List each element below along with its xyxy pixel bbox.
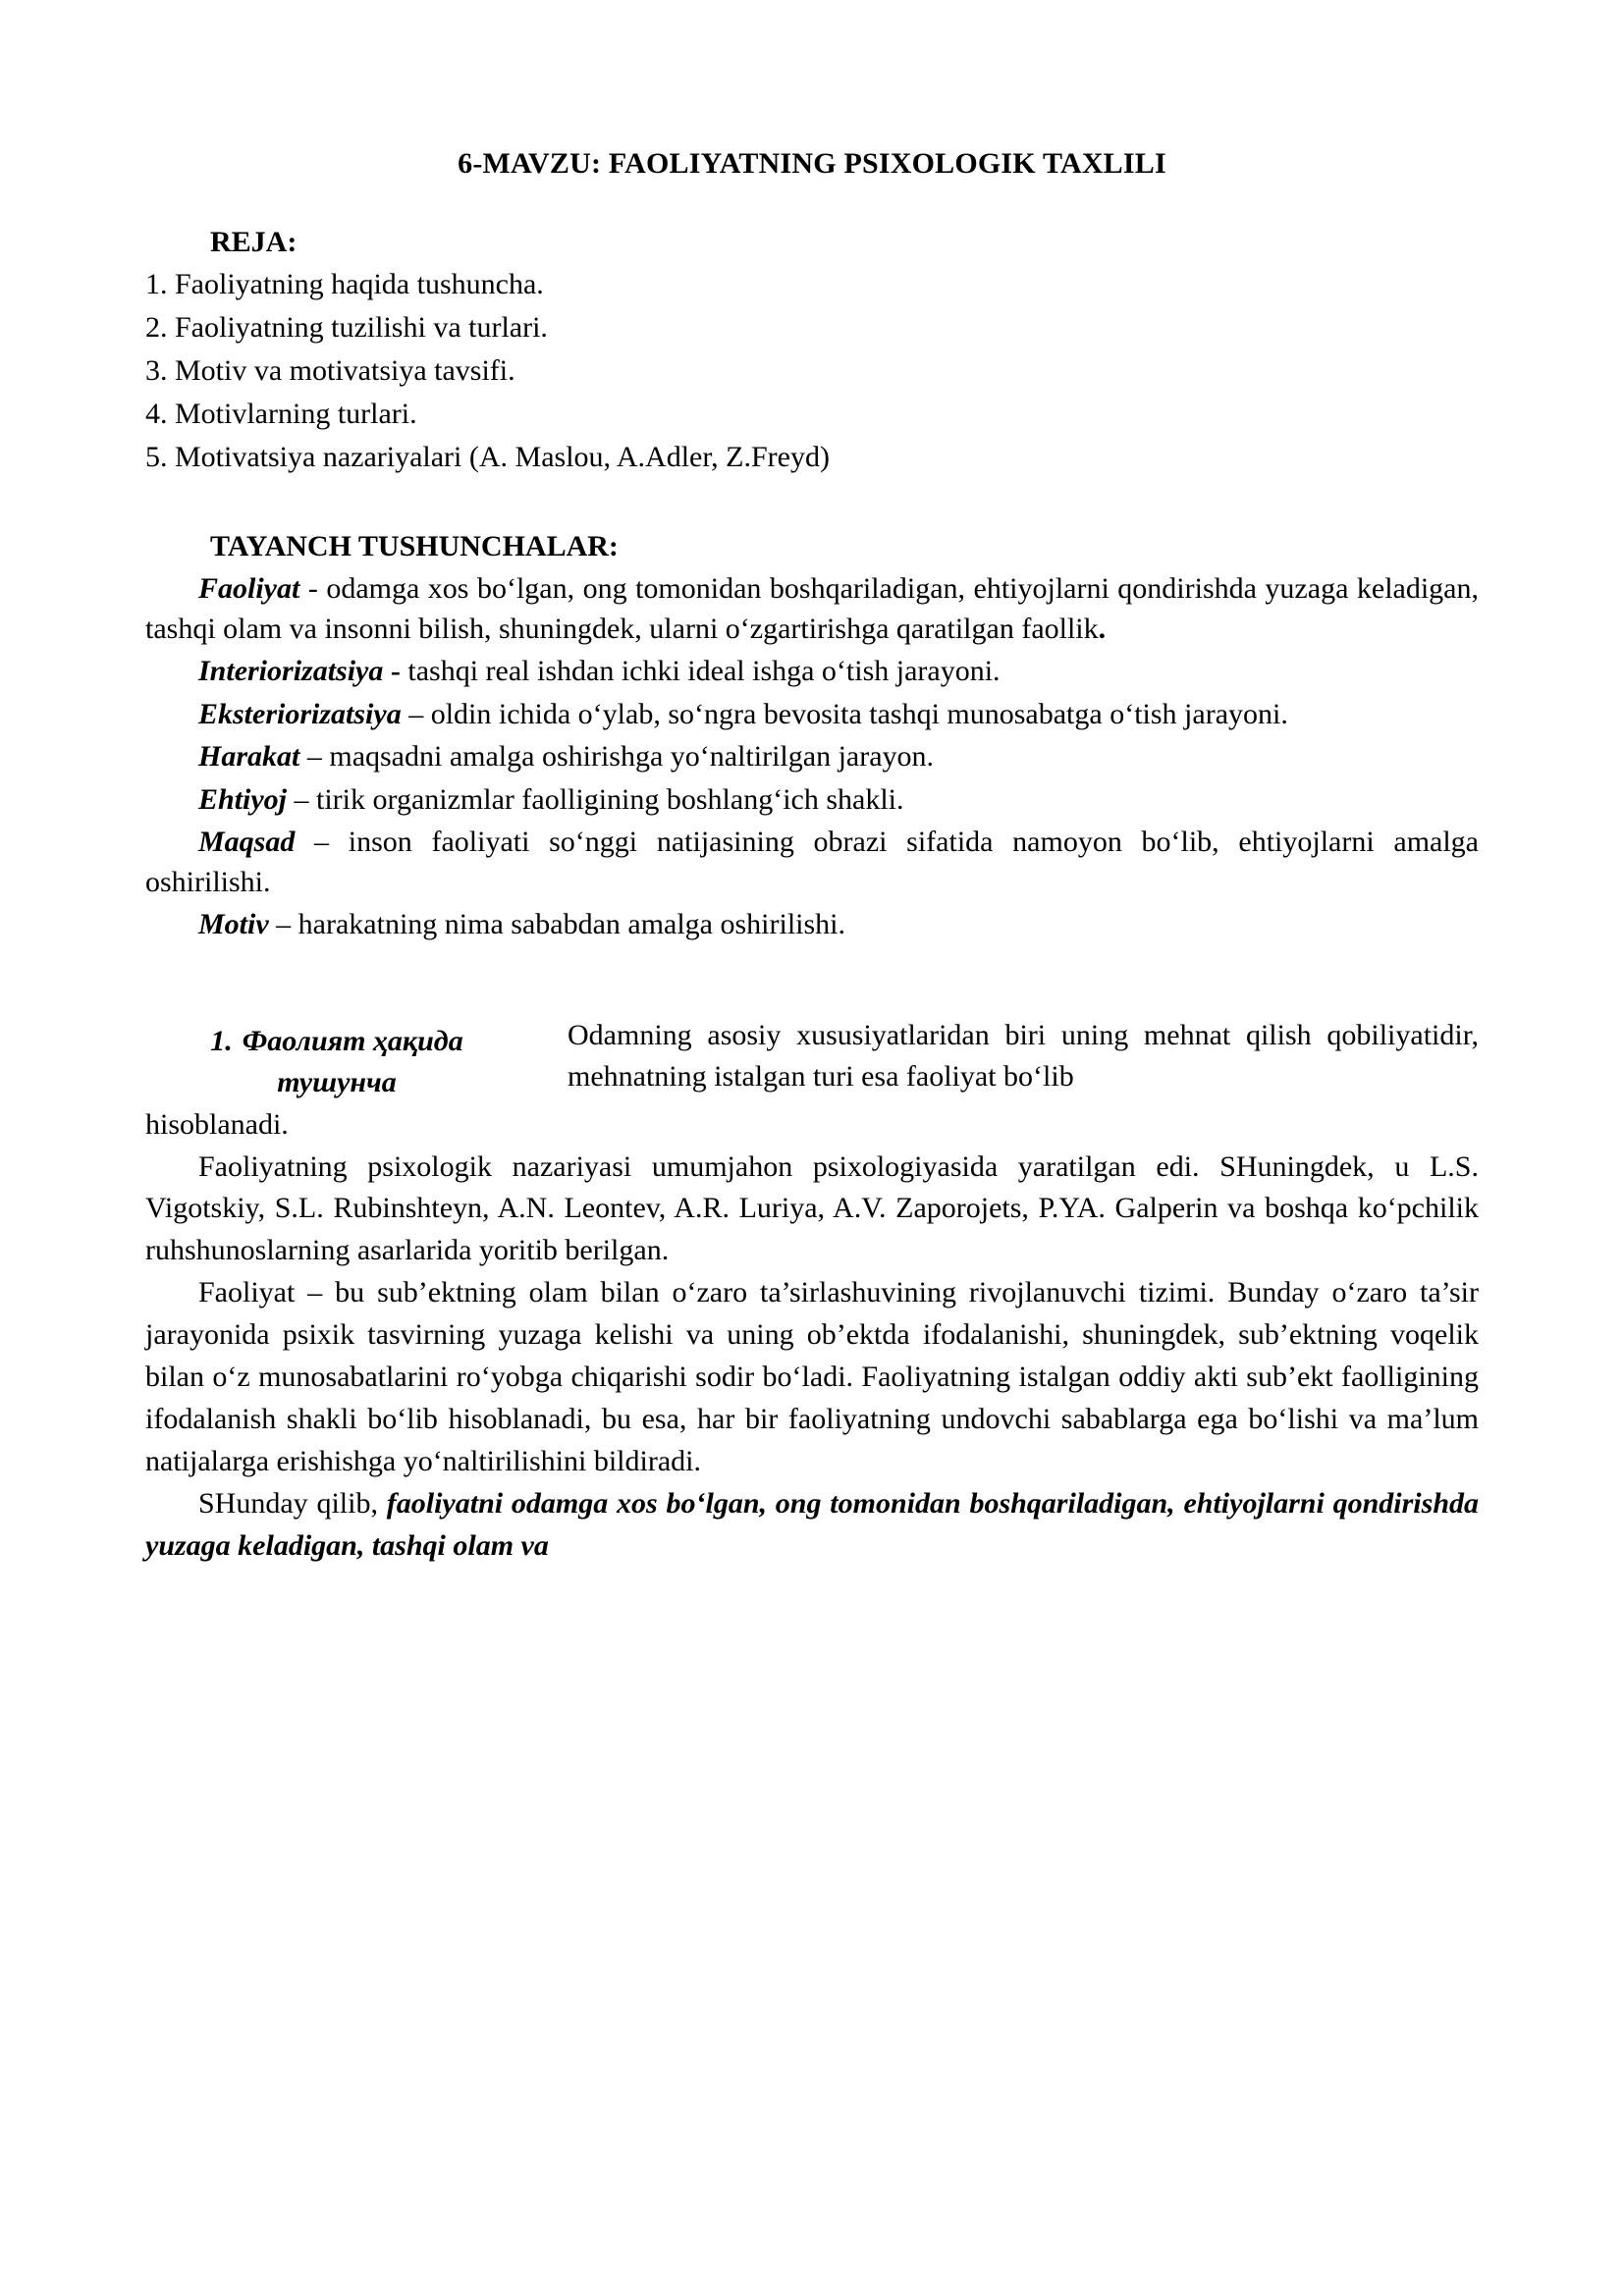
section-intro-tail: hisoblanadi. [145, 1107, 289, 1141]
concept-text: harakatning nima sababdan amalga oshirilishi. [298, 908, 846, 940]
concept-separator: - [383, 655, 408, 687]
final-paragraph-lead: SHunday qilib, [198, 1486, 387, 1520]
plan-item: 2. Faoliyatning tuzilishi va turlari. [145, 311, 548, 344]
section-intro-text: Odamning asosiy xususiyatlaridan biri uning mehnat qilish qobiliyatidir, mehnatning istalgan turi esa faoliyat bo‘lib [568, 1018, 1479, 1094]
spacer [145, 481, 1479, 530]
spacer [145, 948, 1479, 997]
concept-term: Interiorizatsiya [198, 655, 384, 687]
concept-term: Motiv [198, 908, 269, 940]
concept-term: Eksteriorizatsiya [198, 697, 402, 730]
plan-item: 3. Motiv va motivatsiya tavsifi. [145, 354, 515, 387]
section-title-line1: Фаолият ҳақида [242, 1024, 463, 1057]
concept-text: maqsadni amalga oshirishga yo‘naltirilgan jarayon. [329, 740, 935, 773]
plan-item: 4. Motivlarning turlari. [145, 398, 417, 430]
concept-entry [145, 695, 1479, 735]
page-title: 6-MAVZU: FAOLIYATNING PSIXOLOGIK TAXLILI [458, 147, 1166, 180]
concept-entry [145, 652, 1479, 692]
spacer [145, 997, 1479, 1015]
concept-text: tashqi real ishdan ichki ideal ishga o‘tish jarayoni. [407, 655, 1001, 687]
final-paragraph [145, 1483, 1479, 1568]
section-number: 1. [210, 1024, 233, 1057]
concept-entry [145, 823, 1479, 902]
concepts-heading: TAYANCH TUSHUNCHALAR: [210, 530, 619, 562]
concept-separator: – [287, 782, 317, 816]
plan-item: 1. Faoliyatning haqida tushuncha. [145, 268, 544, 300]
concept-entry [145, 780, 1479, 821]
concept-entry [145, 737, 1479, 777]
concept-entry [145, 569, 1479, 649]
concept-text-tail: . [1098, 612, 1107, 645]
concept-term: Faoliyat [198, 572, 300, 605]
concept-entry [145, 905, 1479, 945]
concept-term: Ehtiyoj [198, 782, 288, 816]
concept-separator: – [295, 826, 349, 858]
section-heading [145, 1021, 528, 1104]
concept-separator: – [299, 740, 330, 773]
concept-text: odamga xos bo‘lgan, ong tomonidan boshqariladigan, ehtiyojlarni qondirishda yuzaga keladigan, tashqi olam va insonni bilish, shuningdek, ularni o‘zgartirishga qaratilgan faollik [145, 572, 1479, 645]
concept-text: oldin ichida o‘ylab, so‘ngra bevosita tashqi munosabatga o‘tish jarayoni. [430, 697, 1288, 730]
final-paragraph-emphasis: faoliyatni odamga xos bo‘lgan, ong tomonidan boshqariladigan, ehtiyojlarni qondirishda yuzaga keladigan, tashqi olam va [145, 1486, 1479, 1562]
concept-term: Maqsad [198, 826, 296, 858]
concept-text: inson faoliyati so‘nggi natijasining obrazi sifatida namoyon bo‘lib, ehtiyojlarni amalga oshirilishi. [145, 826, 1479, 898]
concept-separator: – [401, 697, 431, 730]
concept-term: Harakat [198, 740, 300, 773]
section-title-line2: тушунча [277, 1066, 397, 1099]
body-paragraph: Faoliyatning psixologik nazariyasi umumjahon psixologiyasida yaratilgan edi. SHuningdek, u L.S. Vigotskiy, S.L. Rubinshteyn, A.N. Leontev, A.R. Luriya, A.V. Zaporojets, P.YA. Galperin va boshqa ko‘pchilik ruhshunoslarning asarlarida yoritib berilgan. [145, 1149, 1479, 1267]
body-paragraph: Faoliyat – bu sub’ektning olam bilan o‘zaro ta’sirlashuvining rivojlanuvchi tizimi. Bunday o‘zaro ta’sir jarayonida psixik tasvirning yuzaga kelishi va uning ob’ektda ifodalanishi, shuningdek, sub’ektning voqelik bilan o‘z munosabatlarini ro‘yobga chiqarishi sodir bo‘ladi. Faoliyatning istalgan oddiy akti sub’ekt faolligining ifodalanish shakli bo‘lib hisoblanadi, bu esa, har bir faoliyatning undovchi sabablarga ega bo‘lishi va ma’lum natijalarga erishishga yo‘naltirilishini bildiradi. [145, 1276, 1479, 1477]
concept-text: tirik organizmlar faolligining boshlang‘ich shakli. [316, 782, 904, 816]
concept-separator: - [299, 572, 327, 605]
plan-item: 5. Motivatsiya nazariyalari (A. Maslou, A.Adler, Z.Freyd) [145, 441, 830, 473]
concept-separator: – [268, 908, 298, 940]
plan-heading: REJA: [210, 226, 298, 258]
